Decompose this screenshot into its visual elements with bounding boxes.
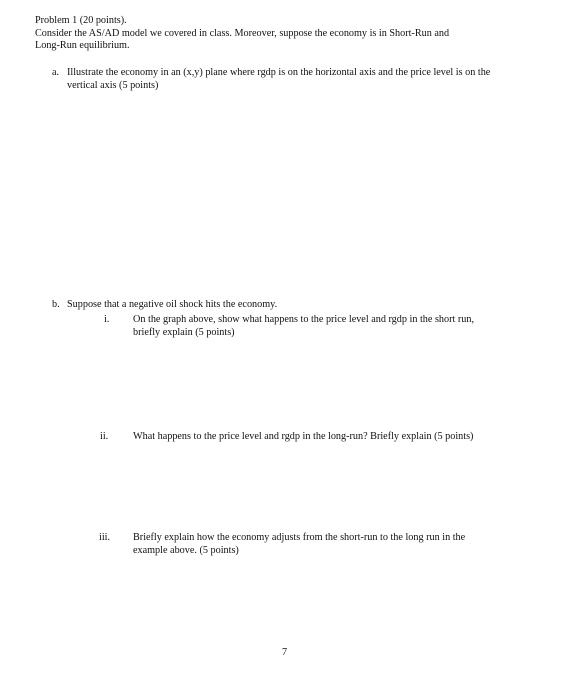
sub-i-label: i. — [104, 314, 110, 325]
part-b-sub-iii — [99, 532, 529, 557]
part-a-line2: vertical axis (5 points) — [67, 79, 159, 91]
sub-ii-line1: What happens to the price level and rgdp in the long-run? Briefly explain (5 points) — [133, 431, 474, 442]
page-number: 7 — [282, 647, 288, 658]
problem-intro-line1: Consider the AS/AD model we covered in class. Moreover, suppose the economy is in Short-Run and — [35, 27, 450, 39]
sub-iii-line2: example above. (5 points) — [133, 544, 239, 556]
sub-i-line1: On the graph above, show what happens to the price level and rgdp in the short run, — [133, 314, 475, 325]
part-a-label: a. — [52, 67, 60, 78]
part-b-sub-i — [104, 314, 524, 339]
problem-heading: Problem 1 (20 points). — [35, 15, 127, 26]
part-b-sub-ii — [100, 431, 530, 444]
part-b-text: Suppose that a negative oil shock hits the economy. — [67, 299, 278, 310]
part-a-line1: Illustrate the economy in an (x,y) plane where rgdp is on the horizontal axis and the price level is on the — [67, 67, 491, 78]
part-a — [52, 67, 542, 92]
sub-iii-line1: Briefly explain how the economy adjusts from the short-run to the long run in the — [133, 532, 466, 543]
part-b — [52, 299, 542, 312]
sub-ii-label: ii. — [100, 431, 109, 442]
problem-intro-line2: Long-Run equilibrium. — [35, 40, 130, 51]
problem-header — [35, 15, 449, 53]
sub-iii-label: iii. — [99, 532, 111, 543]
sub-i-line2: briefly explain (5 points) — [133, 326, 235, 338]
part-b-label: b. — [52, 299, 60, 310]
